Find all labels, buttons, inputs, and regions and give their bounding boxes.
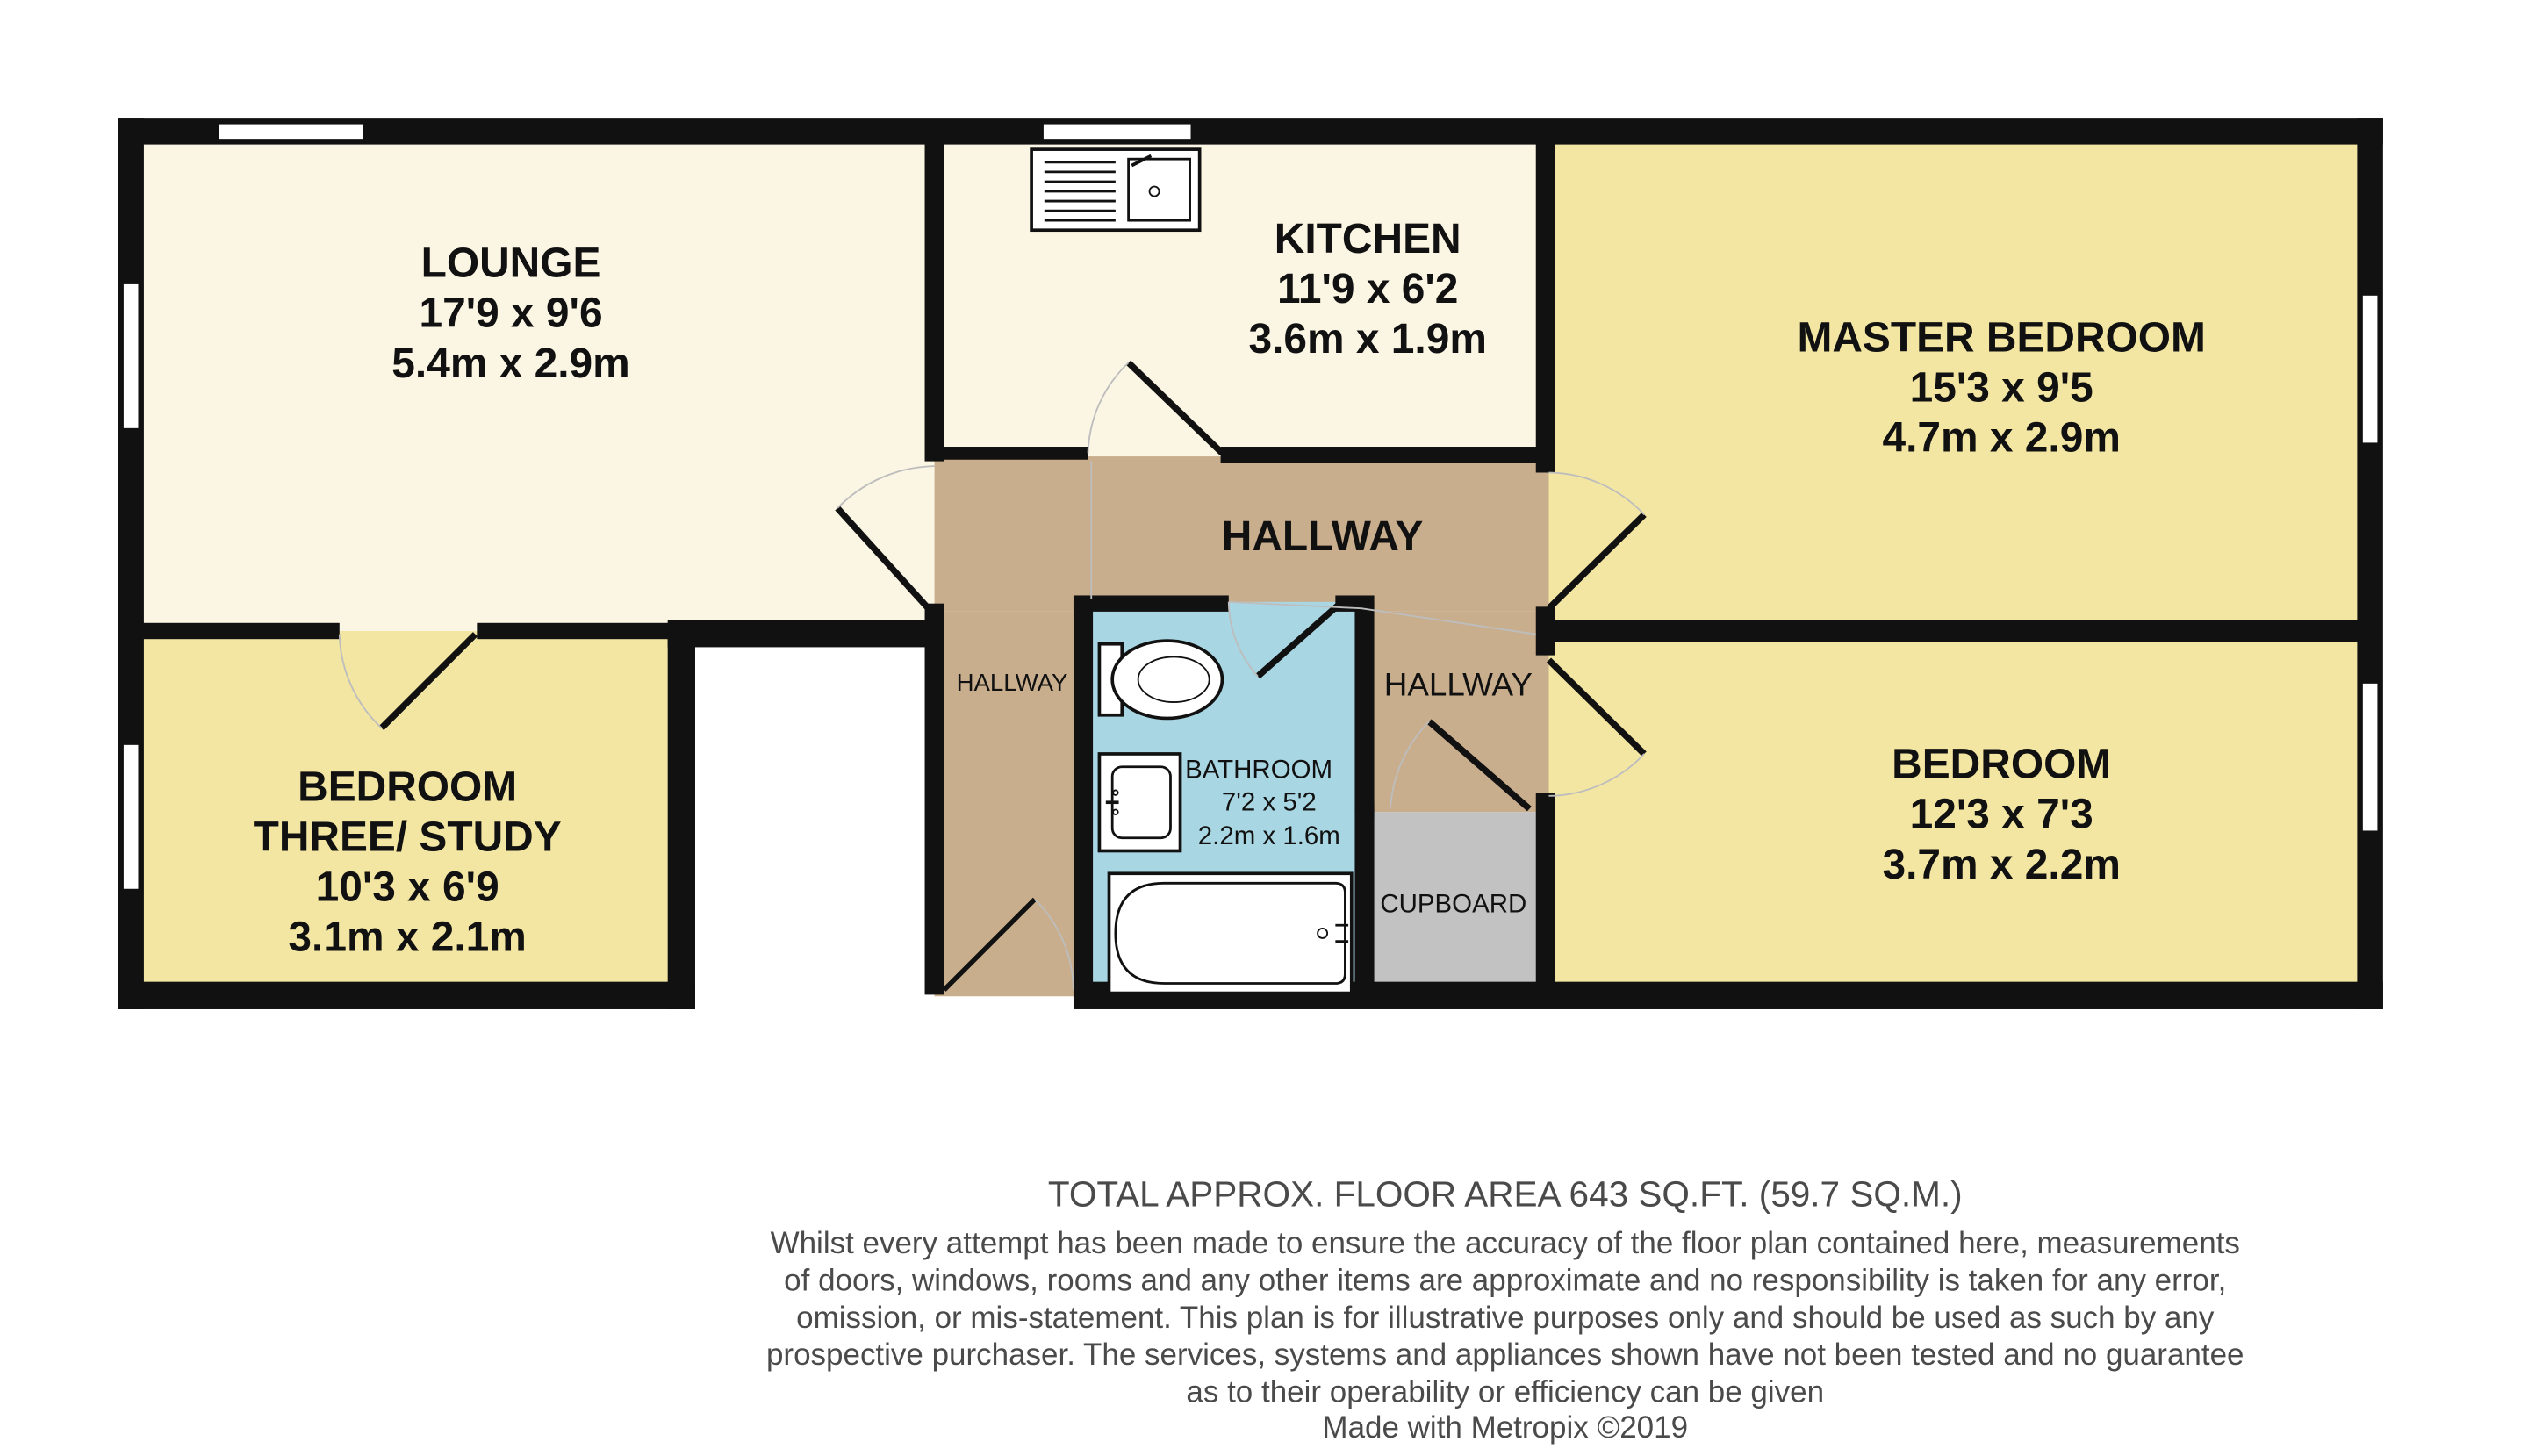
bedroom-three-imperial: 10'3 x 6'9 (315, 864, 499, 911)
bathroom-metric: 2.2m x 1.6m (1197, 821, 1340, 851)
wall-lounge-bottom-mid (668, 620, 943, 647)
wall-lounge-bottom-left (129, 623, 339, 639)
credit: Made with Metropix ©2019 (1322, 1410, 1689, 1445)
master-bedroom-imperial: 15'3 x 9'5 (1909, 364, 2093, 412)
wall-kitchen-bottom-left (935, 447, 1088, 460)
outer-wall-top (118, 118, 2382, 144)
cupboard-label: CUPBOARD (1380, 889, 1527, 919)
wall-bedroom3-right (668, 623, 695, 1009)
lounge-name: LOUNGE (420, 240, 601, 287)
wall-bath-top (1074, 595, 1229, 611)
kitchen-sink-icon (1031, 149, 1200, 230)
bedroom-three-name-line1: BEDROOM (298, 764, 518, 811)
lounge-imperial: 17'9 x 9'6 (419, 290, 603, 337)
wall-master-bedroom-divider (1544, 620, 2372, 642)
wall-kitchen-bottom-right (1221, 447, 1553, 463)
bedroom-three-metric: 3.1m x 2.1m (288, 914, 527, 961)
outer-wall-bottom-left (118, 982, 695, 1009)
kitchen-name: KITCHEN (1274, 216, 1461, 263)
disclaimer-line-4: prospective purchaser. The services, systems and appliances shown have not been tested and no guarantee (765, 1338, 2244, 1373)
bathtub-icon (1110, 873, 1352, 993)
disclaimer-line-3: omission, or mis-statement. This plan is for illustrative purposes only and should be used as such by any (796, 1300, 2215, 1335)
hallway-left-label: HALLWAY (956, 669, 1068, 697)
window-lounge-left (123, 283, 139, 429)
bedroom-imperial: 12'3 x 7'3 (1909, 791, 2093, 838)
window-lounge-top (219, 124, 364, 140)
lounge-metric: 5.4m x 2.9m (391, 340, 630, 387)
window-bedroom3-left (123, 744, 139, 890)
wall-bedroom-hall-lower (1536, 793, 1555, 1002)
wall-kitchen-master (1536, 130, 1555, 472)
hallway-right-label: HALLWAY (1383, 666, 1533, 703)
wall-cupboard-top (1358, 802, 1374, 818)
total-area: TOTAL APPROX. FLOOR AREA 643 SQ.FT. (59.7 SQ.M.) (1047, 1173, 1963, 1215)
hallway-main-label: HALLWAY (1221, 513, 1424, 560)
washbasin-icon (1099, 754, 1180, 851)
kitchen-metric: 3.6m x 1.9m (1248, 316, 1487, 363)
window-bedroom-right (2362, 683, 2378, 831)
kitchen-imperial: 11'9 x 6'2 (1276, 266, 1459, 313)
bathroom-imperial: 7'2 x 5'2 (1221, 787, 1317, 817)
toilet-icon (1099, 641, 1222, 718)
wall-lounge-bottom-right (477, 623, 695, 639)
disclaimer-line-1: Whilst every attempt has been made to ensure the accuracy of the floor plan contained here, measurements (770, 1226, 2240, 1261)
bedroom-metric: 3.7m x 2.2m (1882, 841, 2121, 888)
wall-lounge-kitchen-upper (925, 130, 944, 462)
window-kitchen-top (1043, 124, 1191, 140)
window-master-right (2362, 295, 2378, 443)
footer (766, 1174, 2244, 1445)
bedroom-name: BEDROOM (1892, 741, 2112, 788)
outer-wall-right (2357, 118, 2382, 1009)
bathroom-name: BATHROOM (1185, 755, 1333, 785)
wall-cupboard-left (1354, 809, 1374, 1000)
wall-bath-right (1354, 602, 1374, 812)
wall-hall-left-lower (925, 604, 944, 995)
master-bedroom-metric: 4.7m x 2.9m (1882, 414, 2121, 462)
hallway-right-fill (1361, 612, 1549, 812)
disclaimer-line-5: as to their operability or efficiency can be given (1186, 1374, 1825, 1409)
master-bedroom-name: MASTER BEDROOM (1797, 314, 2206, 362)
disclaimer-line-2: of doors, windows, rooms and any other items are approximate and no responsibility is taken for any error, (784, 1263, 2227, 1298)
bedroom-three-name-line2: THREE/ STUDY (253, 814, 562, 861)
wall-bath-left (1074, 595, 1093, 999)
